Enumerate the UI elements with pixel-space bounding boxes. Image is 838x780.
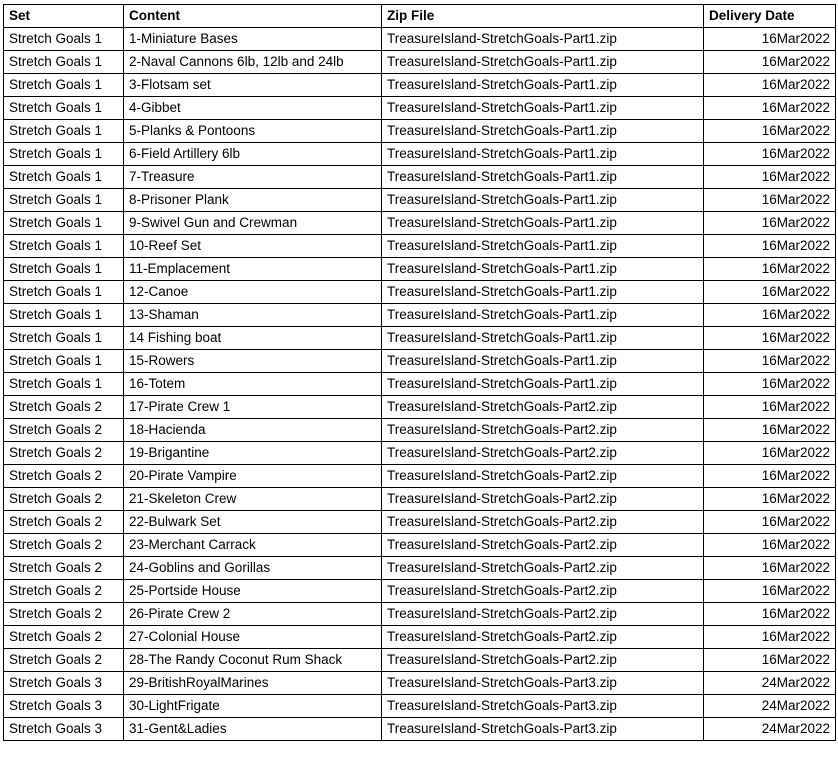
table-row [4, 281, 836, 304]
cell-set: Stretch Goals 2 [4, 626, 124, 649]
table-row [4, 649, 836, 672]
cell-set: Stretch Goals 1 [4, 189, 124, 212]
cell-delivery-date: 16Mar2022 [704, 534, 836, 557]
cell-delivery-date: 24Mar2022 [704, 695, 836, 718]
table-row [4, 396, 836, 419]
cell-set: Stretch Goals 1 [4, 166, 124, 189]
table-row [4, 419, 836, 442]
cell-zip-file: TreasureIsland-StretchGoals-Part2.zip [382, 511, 704, 534]
cell-content: 8-Prisoner Plank [124, 189, 382, 212]
cell-set: Stretch Goals 2 [4, 396, 124, 419]
cell-content: 1-Miniature Bases [124, 28, 382, 51]
cell-zip-file: TreasureIsland-StretchGoals-Part2.zip [382, 626, 704, 649]
table-row [4, 143, 836, 166]
cell-zip-file: TreasureIsland-StretchGoals-Part2.zip [382, 534, 704, 557]
cell-content: 9-Swivel Gun and Crewman [124, 212, 382, 235]
cell-delivery-date: 16Mar2022 [704, 626, 836, 649]
cell-delivery-date: 24Mar2022 [704, 672, 836, 695]
table-row [4, 672, 836, 695]
cell-set: Stretch Goals 2 [4, 442, 124, 465]
cell-content: 4-Gibbet [124, 97, 382, 120]
cell-zip-file: TreasureIsland-StretchGoals-Part2.zip [382, 465, 704, 488]
cell-content: 7-Treasure [124, 166, 382, 189]
cell-zip-file: TreasureIsland-StretchGoals-Part2.zip [382, 557, 704, 580]
cell-delivery-date: 16Mar2022 [704, 143, 836, 166]
cell-content: 31-Gent&Ladies [124, 718, 382, 741]
cell-zip-file: TreasureIsland-StretchGoals-Part2.zip [382, 396, 704, 419]
cell-zip-file: TreasureIsland-StretchGoals-Part1.zip [382, 120, 704, 143]
cell-zip-file: TreasureIsland-StretchGoals-Part1.zip [382, 212, 704, 235]
cell-zip-file: TreasureIsland-StretchGoals-Part1.zip [382, 166, 704, 189]
cell-delivery-date: 16Mar2022 [704, 74, 836, 97]
cell-zip-file: TreasureIsland-StretchGoals-Part2.zip [382, 580, 704, 603]
column-header-delivery-date: Delivery Date [704, 5, 836, 28]
cell-zip-file: TreasureIsland-StretchGoals-Part1.zip [382, 235, 704, 258]
cell-delivery-date: 16Mar2022 [704, 258, 836, 281]
column-header-zip-file: Zip File [382, 5, 704, 28]
table-row [4, 258, 836, 281]
cell-content: 12-Canoe [124, 281, 382, 304]
cell-delivery-date: 16Mar2022 [704, 465, 836, 488]
cell-content: 25-Portside House [124, 580, 382, 603]
cell-zip-file: TreasureIsland-StretchGoals-Part3.zip [382, 695, 704, 718]
table-row [4, 166, 836, 189]
cell-set: Stretch Goals 1 [4, 258, 124, 281]
cell-set: Stretch Goals 1 [4, 327, 124, 350]
cell-delivery-date: 16Mar2022 [704, 120, 836, 143]
cell-zip-file: TreasureIsland-StretchGoals-Part1.zip [382, 97, 704, 120]
table-row [4, 718, 836, 741]
table-row [4, 373, 836, 396]
cell-content: 10-Reef Set [124, 235, 382, 258]
cell-delivery-date: 16Mar2022 [704, 488, 836, 511]
cell-content: 29-BritishRoyalMarines [124, 672, 382, 695]
cell-zip-file: TreasureIsland-StretchGoals-Part1.zip [382, 304, 704, 327]
cell-delivery-date: 16Mar2022 [704, 327, 836, 350]
cell-zip-file: TreasureIsland-StretchGoals-Part1.zip [382, 350, 704, 373]
table-row [4, 511, 836, 534]
cell-content: 14 Fishing boat [124, 327, 382, 350]
table-row [4, 327, 836, 350]
cell-delivery-date: 16Mar2022 [704, 189, 836, 212]
cell-content: 23-Merchant Carrack [124, 534, 382, 557]
table-row [4, 28, 836, 51]
table-header-row [4, 5, 836, 28]
cell-set: Stretch Goals 2 [4, 465, 124, 488]
cell-set: Stretch Goals 1 [4, 51, 124, 74]
cell-delivery-date: 16Mar2022 [704, 97, 836, 120]
table-row [4, 97, 836, 120]
cell-content: 2-Naval Cannons 6lb, 12lb and 24lb [124, 51, 382, 74]
cell-set: Stretch Goals 3 [4, 695, 124, 718]
cell-set: Stretch Goals 2 [4, 488, 124, 511]
cell-set: Stretch Goals 2 [4, 511, 124, 534]
cell-set: Stretch Goals 3 [4, 672, 124, 695]
cell-content: 22-Bulwark Set [124, 511, 382, 534]
cell-delivery-date: 24Mar2022 [704, 718, 836, 741]
cell-delivery-date: 16Mar2022 [704, 166, 836, 189]
cell-content: 28-The Randy Coconut Rum Shack [124, 649, 382, 672]
table-row [4, 212, 836, 235]
table-row [4, 465, 836, 488]
cell-delivery-date: 16Mar2022 [704, 373, 836, 396]
cell-delivery-date: 16Mar2022 [704, 557, 836, 580]
cell-content: 13-Shaman [124, 304, 382, 327]
stretch-goals-table [3, 4, 836, 741]
table-row [4, 695, 836, 718]
cell-set: Stretch Goals 2 [4, 419, 124, 442]
table-row [4, 304, 836, 327]
cell-zip-file: TreasureIsland-StretchGoals-Part3.zip [382, 718, 704, 741]
cell-set: Stretch Goals 1 [4, 350, 124, 373]
table-body [4, 28, 836, 741]
cell-content: 18-Hacienda [124, 419, 382, 442]
cell-zip-file: TreasureIsland-StretchGoals-Part1.zip [382, 143, 704, 166]
cell-delivery-date: 16Mar2022 [704, 603, 836, 626]
cell-delivery-date: 16Mar2022 [704, 580, 836, 603]
cell-content: 30-LightFrigate [124, 695, 382, 718]
cell-content: 3-Flotsam set [124, 74, 382, 97]
cell-set: Stretch Goals 1 [4, 235, 124, 258]
cell-delivery-date: 16Mar2022 [704, 281, 836, 304]
table-row [4, 580, 836, 603]
cell-content: 24-Goblins and Gorillas [124, 557, 382, 580]
cell-zip-file: TreasureIsland-StretchGoals-Part1.zip [382, 281, 704, 304]
cell-delivery-date: 16Mar2022 [704, 419, 836, 442]
cell-content: 6-Field Artillery 6lb [124, 143, 382, 166]
cell-set: Stretch Goals 1 [4, 28, 124, 51]
table-row [4, 74, 836, 97]
cell-set: Stretch Goals 1 [4, 120, 124, 143]
cell-content: 21-Skeleton Crew [124, 488, 382, 511]
cell-delivery-date: 16Mar2022 [704, 304, 836, 327]
cell-content: 19-Brigantine [124, 442, 382, 465]
cell-set: Stretch Goals 1 [4, 143, 124, 166]
cell-set: Stretch Goals 1 [4, 373, 124, 396]
cell-set: Stretch Goals 2 [4, 603, 124, 626]
cell-delivery-date: 16Mar2022 [704, 511, 836, 534]
cell-delivery-date: 16Mar2022 [704, 212, 836, 235]
cell-zip-file: TreasureIsland-StretchGoals-Part1.zip [382, 189, 704, 212]
cell-content: 20-Pirate Vampire [124, 465, 382, 488]
cell-content: 15-Rowers [124, 350, 382, 373]
cell-zip-file: TreasureIsland-StretchGoals-Part2.zip [382, 442, 704, 465]
cell-content: 17-Pirate Crew 1 [124, 396, 382, 419]
cell-zip-file: TreasureIsland-StretchGoals-Part1.zip [382, 373, 704, 396]
cell-content: 5-Planks & Pontoons [124, 120, 382, 143]
cell-delivery-date: 16Mar2022 [704, 649, 836, 672]
cell-set: Stretch Goals 1 [4, 212, 124, 235]
cell-content: 11-Emplacement [124, 258, 382, 281]
cell-set: Stretch Goals 1 [4, 97, 124, 120]
table-row [4, 235, 836, 258]
cell-delivery-date: 16Mar2022 [704, 442, 836, 465]
table-row [4, 189, 836, 212]
table-header [4, 5, 836, 28]
cell-set: Stretch Goals 2 [4, 557, 124, 580]
cell-zip-file: TreasureIsland-StretchGoals-Part1.zip [382, 51, 704, 74]
table-row [4, 120, 836, 143]
table-row [4, 626, 836, 649]
cell-zip-file: TreasureIsland-StretchGoals-Part2.zip [382, 488, 704, 511]
cell-content: 16-Totem [124, 373, 382, 396]
cell-set: Stretch Goals 2 [4, 534, 124, 557]
cell-zip-file: TreasureIsland-StretchGoals-Part1.zip [382, 28, 704, 51]
column-header-set: Set [4, 5, 124, 28]
cell-set: Stretch Goals 1 [4, 74, 124, 97]
cell-set: Stretch Goals 1 [4, 281, 124, 304]
cell-set: Stretch Goals 3 [4, 718, 124, 741]
table-row [4, 350, 836, 373]
cell-zip-file: TreasureIsland-StretchGoals-Part2.zip [382, 603, 704, 626]
cell-content: 26-Pirate Crew 2 [124, 603, 382, 626]
table-row [4, 51, 836, 74]
table-row [4, 488, 836, 511]
cell-delivery-date: 16Mar2022 [704, 235, 836, 258]
cell-delivery-date: 16Mar2022 [704, 51, 836, 74]
column-header-content: Content [124, 5, 382, 28]
table-row [4, 442, 836, 465]
cell-delivery-date: 16Mar2022 [704, 396, 836, 419]
cell-zip-file: TreasureIsland-StretchGoals-Part3.zip [382, 672, 704, 695]
cell-delivery-date: 16Mar2022 [704, 350, 836, 373]
cell-set: Stretch Goals 1 [4, 304, 124, 327]
cell-delivery-date: 16Mar2022 [704, 28, 836, 51]
cell-set: Stretch Goals 2 [4, 580, 124, 603]
cell-zip-file: TreasureIsland-StretchGoals-Part2.zip [382, 649, 704, 672]
cell-content: 27-Colonial House [124, 626, 382, 649]
table-row [4, 557, 836, 580]
table-row [4, 534, 836, 557]
cell-zip-file: TreasureIsland-StretchGoals-Part1.zip [382, 74, 704, 97]
cell-zip-file: TreasureIsland-StretchGoals-Part1.zip [382, 258, 704, 281]
cell-zip-file: TreasureIsland-StretchGoals-Part2.zip [382, 419, 704, 442]
cell-zip-file: TreasureIsland-StretchGoals-Part1.zip [382, 327, 704, 350]
cell-set: Stretch Goals 2 [4, 649, 124, 672]
table-row [4, 603, 836, 626]
